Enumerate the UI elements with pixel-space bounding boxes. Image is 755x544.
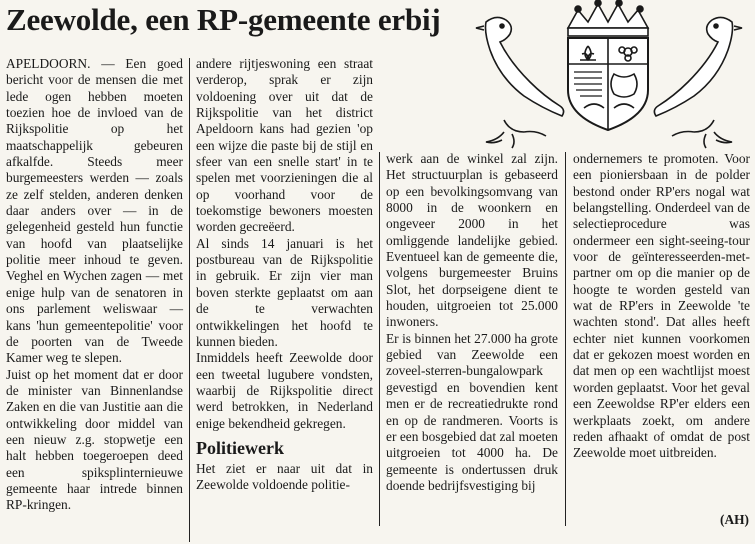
- paragraph: Het ziet er naar uit dat in Zeewolde voldoende politie-: [196, 460, 373, 493]
- column-divider: [379, 152, 380, 526]
- paragraph: Inmiddels heeft Zeewolde door een tweetal lugubere vondsten, waarbij de Rijkspolitie direct werd betrokken, in Nederland enige bekendheid gekregen.: [196, 350, 373, 431]
- coat-of-arms-icon: [464, 0, 754, 150]
- column-divider: [565, 152, 566, 526]
- paragraph: Al sinds 14 januari is het postbureau van de Rijkspolitie in gebruik. Er zijn vier man boven sterkte geplaatst om aan de te verwachten ontwikkelingen het hoofd te kunnen bieden.: [196, 235, 373, 349]
- paragraph: Er is binnen het 27.000 ha grote gebied van Zeewolde een zoveel-sterren-bungalowpark gevestigd en bovendien kent men er de recreatiedrukte rond en op de randmeren. Voorts is er een bosgebied dat zal moeten uitgroeien tot 4000 ha. De gemeente is ondertussen druk doende bedrijfsvestiging bij: [386, 330, 558, 493]
- author-signature: (AH): [719, 512, 749, 527]
- paragraph: werk aan de winkel zal zijn. Het structuurplan is gebaseerd op een bevolkingsomvang van 8000 in de woonkern en ongeveer 2000 in het omliggende landelijke gebied. Eventueel kan de gemeente die, volgens burgemeester Bruins Slot, het dorpseigene dient te houden, uitgroeien tot 25.000 inwoners.: [386, 151, 558, 330]
- paragraph: Juist op het moment dat er door de minister van Binnenlandse Zaken en die van Justitie aan die ontwikkeling door middel van een nieuw z.g. stopwetje een halt hebben toegeroepen deed een spiksplinternieuwe gemeente haar intrede binnen RP-kringen.: [6, 366, 183, 513]
- column-divider: [189, 58, 190, 542]
- headline: Zeewolde, een RP-gemeente erbij: [6, 2, 441, 37]
- article-column-3: [386, 151, 558, 494]
- article-column-1: [6, 56, 183, 514]
- article-column-4: [573, 151, 750, 462]
- paragraph: andere rijtjeswoning een straat verderop, sprak er zijn voldoening over uit dat de Rijkspolitie van het district Apeldoorn kans had gezien 'op een wijze die paste bij de stijl en sfeer van een snelle start' in te spelen met voorzieningen die al op voorhand voor de toekomstige bewoners moesten worden gecreëerd.: [196, 56, 373, 235]
- paragraph: APELDOORN. — Een goed bericht voor de mensen die met lede ogen hebben moeten toezien hoe de invloed van de Rijkspolitie op het maatschappelijk gebeuren afkalfde. Steeds meer burgemeesters werden — zoals ze zelf stelden, anderen denken daar anders over — in de gelegenheid gesteld hun functie van hoofd van plaatselijke politie meer inhoud te geven. Veghel en Wychen zagen — met enige hulp van de senatoren in ons parlement weliswaar — kans 'hun gemeentepolitie' voor de poorten van de Tweede Kamer weg te slepen.: [6, 56, 183, 366]
- subheading: Politiewerk: [196, 437, 284, 458]
- article-column-2: [196, 56, 373, 494]
- paragraph: ondernemers te promoten. Voor een pioniersbaan in de polder bestond onder RP'ers nogal wat belangstelling. Onderdeel van de selectieprocedure was ondermeer een sight-seeing-tour voor de geïnteresseerden-met-partner om op die manier op de hoogte te worden gesteld van wat de RP'ers in Zeewolde 'te wachten stond'. Dat alles heeft echter niet kunnen voorkomen dat er gekozen moest worden en dat men op een wachtlijst moest worden geplaatst. Voor het geval een Zeewoldse RP'er elders een werkplaats zoekt, om andere reden afhaakt of omdat de post Zeewolde moet uitbreiden.: [573, 151, 750, 461]
